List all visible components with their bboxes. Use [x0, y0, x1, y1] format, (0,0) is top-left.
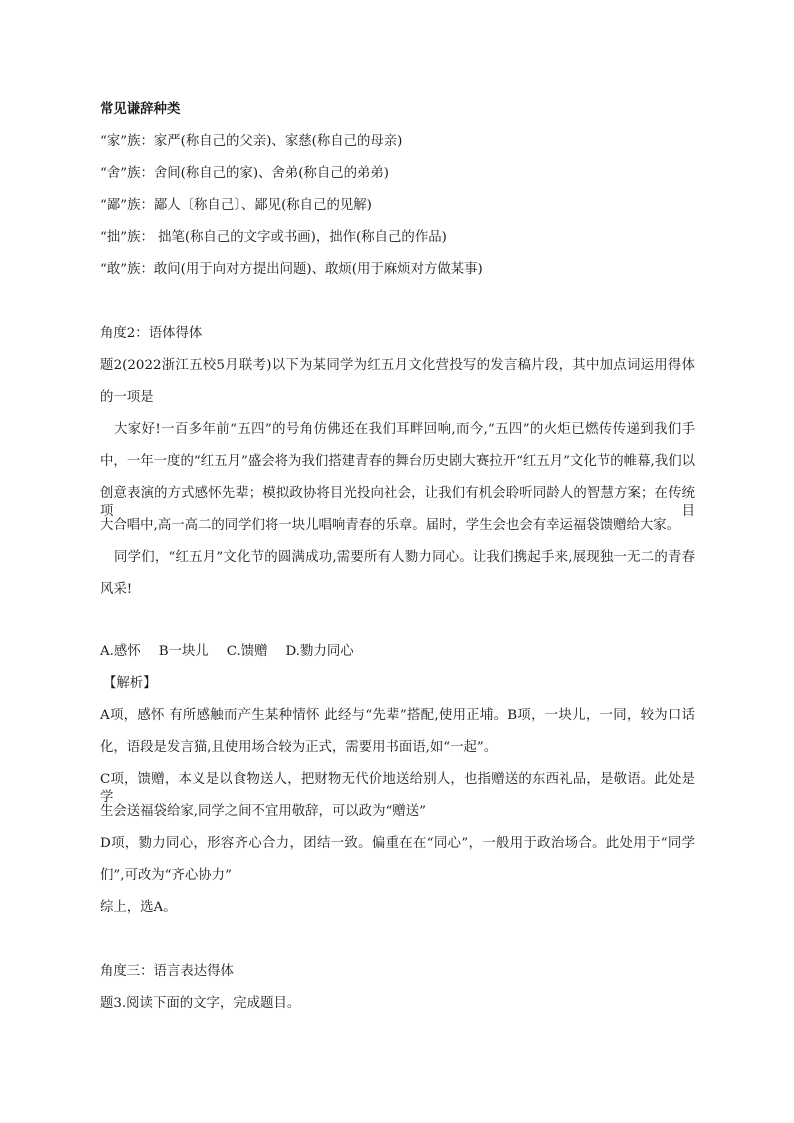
option-a: A.感怀 — [100, 644, 141, 659]
list-item: “敢”族：敢问(用于向对方提出问题)、敢烦(用于麻烦对方做某事) — [100, 262, 483, 277]
analysis-line: C项，馈赠，本义是以食物送人，把财物无代价地送给别人，也指赠送的东西礼品，是敬语。此处是学 — [100, 772, 695, 805]
list-item: “拙”族： 拙笔(称自己的文字或书画)，拙作(称自己的作品) — [100, 230, 447, 245]
option-b: B一块儿 — [158, 644, 209, 659]
passage-line: 中，一年一度的“红五月”盛会将为我们搭建青春的舞台历史剧大赛拉开“红五月”文化节的帷幕,我们以 — [100, 454, 695, 469]
list-item: “鄙”族：鄙人〔称自己〕、鄙见(称自己的见解) — [100, 198, 372, 213]
angle3-heading: 角度三：语言表达得体 — [100, 964, 234, 979]
answer-options — [100, 643, 372, 661]
list-item: “舍”族：舍间(称自己的家)、舍弟(称自己的弟弟) — [100, 166, 390, 181]
option-c: C.馈赠 — [226, 644, 268, 659]
option-d: D.勠力同心 — [285, 644, 354, 659]
question-text: 的一项是 — [100, 390, 154, 405]
analysis-line: 化，语段是发言猫,且使用场合较为正式，需要用书面语,如“一起”。 — [100, 740, 498, 755]
question-text: 题2(2022浙江五校5月联考)以下为某同学为红五月文化营投写的发言稿片段，其中加点词运用得体 — [100, 358, 695, 373]
analysis-line: A项，感怀 有所感触而产生某种情怀 此经与“先辈”搭配,使用正埔。B项，一块儿，一同，较为口话 — [100, 708, 695, 723]
analysis-conclusion: 综上，选A。 — [100, 900, 177, 915]
passage-line: 大合唱中,高一高二的同学们将一块儿唱响青春的乐章。届时，学生会也会有幸运福袋馈赠给大家。 — [100, 518, 681, 533]
analysis-line: 们”,可改为“齐心协力” — [100, 868, 232, 883]
list-item: “家”族：家严(称自己的父亲)、家慈(称自己的母亲) — [100, 134, 403, 149]
passage-line: 大家好!一百多年前“五四”的号角仿佛还在我们耳畔回响,而今,“五四”的火炬已燃传传递到我们手 — [114, 422, 695, 437]
question-text: 题3.阅读下面的文字，完成题目。 — [100, 996, 301, 1011]
passage-line: 同学们，“红五月”文化节的圆满成功,需要所有人勠力同心。让我们携起手来,展现独一无二的青春 — [114, 550, 695, 565]
analysis-label: 【解析】 — [103, 676, 157, 691]
analysis-line: D项，勠力同心，形容齐心合力，团结一致。偏重在在“同心”，一般用于政治场合。此处用于“同学 — [100, 836, 695, 851]
passage-line: 风采! — [100, 582, 133, 597]
section-title: 常见谦辞种类 — [100, 102, 181, 117]
angle2-heading: 角度2：语体得体 — [100, 326, 203, 341]
analysis-line: 生会送福袋给家,同学之间不宜用敬辞，可以政为“赠送” — [100, 804, 426, 819]
passage-line: 创意表演的方式感怀先辈；模拟政协将目光投向社会，让我们有机会聆听同龄人的智慧方案；在传统项目 — [100, 486, 695, 519]
